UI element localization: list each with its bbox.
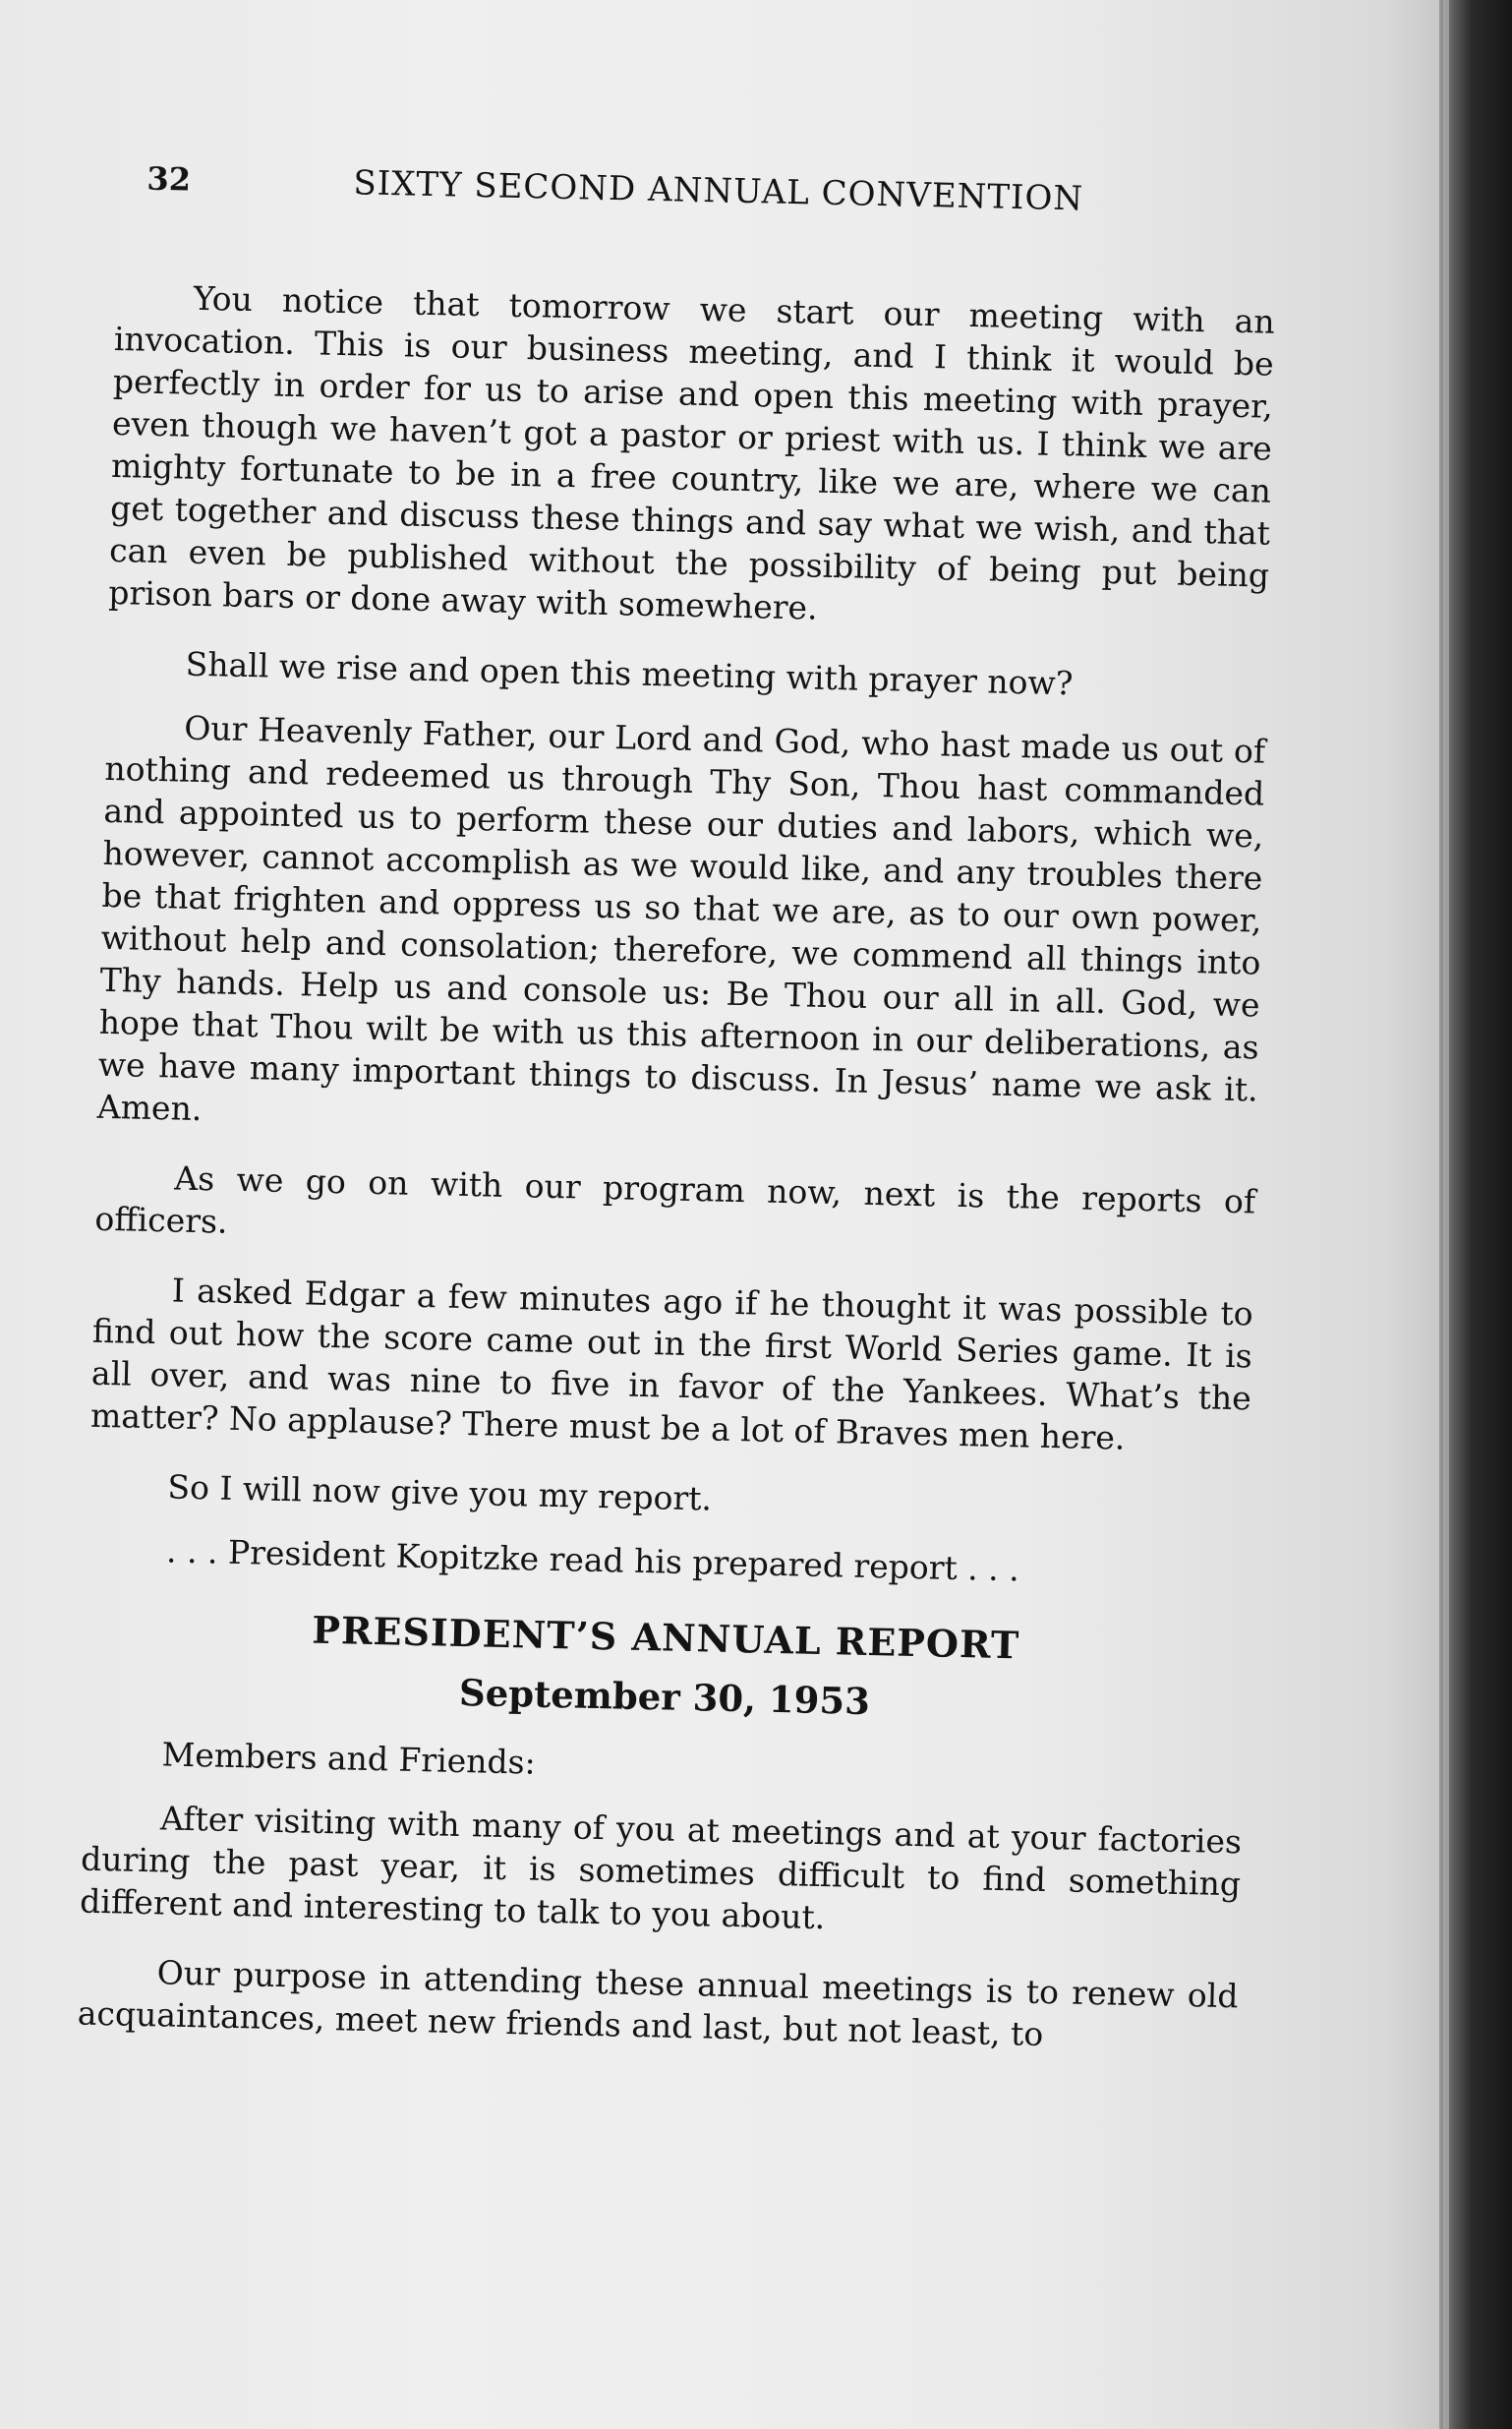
running-head — [116, 157, 1277, 252]
report-heading: PRESIDENT’S ANNUAL REPORT — [311, 1607, 1020, 1668]
paragraph-reports-of-officers: As we go on with our program now, next is the reports of officers. — [94, 1158, 1256, 1241]
running-title: SIXTY SECOND ANNUAL CONVENTION — [353, 163, 1084, 219]
paragraph-world-series: I asked Edgar a few minutes ago if he thought it was possible to find out how the score came out in the first World Series game. It is all over, and was nine to five in favor of the Yankees. What’s the matter? No applause? There must be a lot of Braves men here. — [89, 1271, 1254, 1457]
paragraph-prayer: Our Heavenly Father, our Lord and God, who hast made us out of nothing and redeemed us through Thy Son, Thou hast commanded and appointed us to perform these our duties and labors, which we, however, cannot accomplish as we would like, and any troubles there be that frighten and oppress us so that we are, as to our own power, without help and consolation; therefore, we commend all things into Thy hands. Help us and console us: Be Thou our all in all. God, we hope that Thou wilt be with us this afternoon in our deliberations, as we have many important things to discuss. In Jesus’ name we ask it. Amen. — [96, 708, 1266, 1129]
book-binding-edge — [1439, 0, 1512, 2429]
page-edge-highlight — [1443, 0, 1449, 2429]
report-date: September 30, 1953 — [458, 1670, 871, 1724]
report-paragraph-visiting: After visiting with many of you at meetings and at your factories during the past year, it is sometimes difficult to find something different and interesting to talk to you about. — [79, 1799, 1243, 1937]
page-number: 32 — [146, 159, 192, 199]
paragraph-give-report: So I will now give you my report. — [167, 1467, 713, 1518]
paragraph-invocation-remarks: You notice that tomorrow we start our meeting with an invocation. This is our business meeting, and I think it would be perfectly in order for us to arise and open this meeting with prayer, even though we haven’t got a pastor or priest with us. I think we are mighty fortunate to be in a free country, like we are, where we can get together and discuss these things and say what we wish, and that can even be published without the possibility of being put being prison bars or done away with somewhere. — [107, 278, 1276, 627]
stage-direction: . . . President Kopitzke read his prepared report . . . — [165, 1531, 1020, 1589]
report-paragraph-purpose: Our purpose in attending these annual meetings is to renew old acquaintances, meet new friends and last, but not least, to — [77, 1953, 1239, 2053]
report-salutation: Members and Friends: — [161, 1735, 537, 1782]
page-text-block — [77, 157, 1278, 2087]
paragraph-rise-for-prayer: Shall we rise and open this meeting with prayer now? — [185, 644, 1074, 703]
